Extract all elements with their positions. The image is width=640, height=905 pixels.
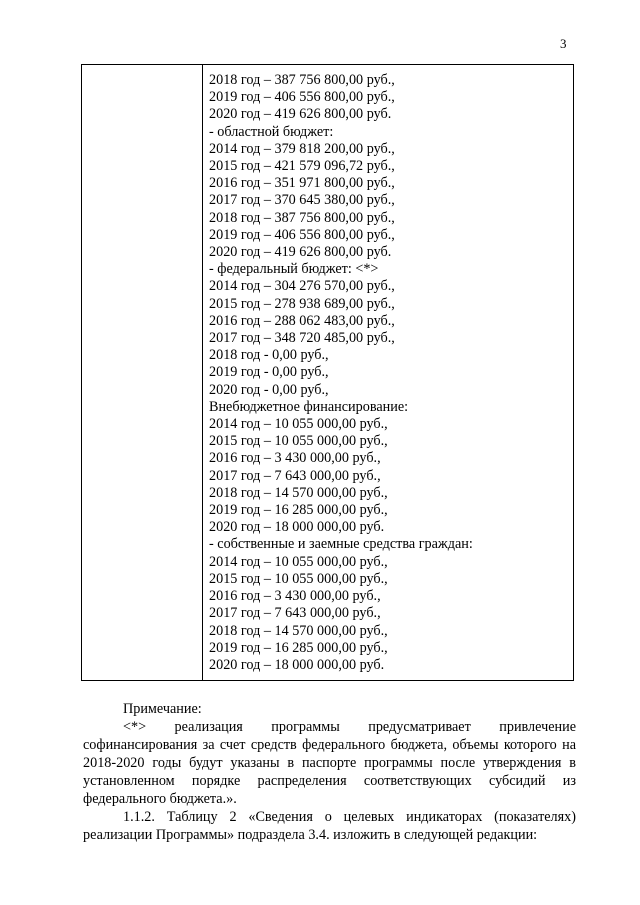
budget-line: 2016 год – 288 062 483,00 руб., <box>209 312 395 329</box>
budget-line: 2020 год – 18 000 000,00 руб. <box>209 656 385 673</box>
budget-line: 2018 год – 387 756 800,00 руб., <box>209 209 395 226</box>
budget-line: 2019 год – 406 556 800,00 руб., <box>209 226 395 243</box>
budget-line: 2020 год – 419 626 800,00 руб. <box>209 244 392 261</box>
budget-line: 2015 год – 421 579 096,72 руб., <box>209 158 395 175</box>
budget-line: - федеральный бюджет: <*> <box>209 261 379 278</box>
budget-line: 2015 год – 10 055 000,00 руб., <box>209 433 388 450</box>
budget-line: Внебюджетное финансирование: <box>209 398 409 415</box>
budget-line: 2018 год - 0,00 руб., <box>209 347 329 364</box>
budget-line: 2018 год – 14 570 000,00 руб., <box>209 622 388 639</box>
budget-line: 2020 год - 0,00 руб., <box>209 381 329 398</box>
budget-line: 2018 год – 14 570 000,00 руб., <box>209 484 388 501</box>
budget-line: 2017 год – 348 720 485,00 руб., <box>209 330 395 347</box>
budget-line: 2015 год – 278 938 689,00 руб., <box>209 295 395 312</box>
budget-line: 2016 год – 351 971 800,00 руб., <box>209 175 395 192</box>
budget-line: 2019 год - 0,00 руб., <box>209 364 329 381</box>
budget-lines <box>209 72 569 674</box>
notes-section <box>83 700 576 844</box>
budget-line: 2015 год – 10 055 000,00 руб., <box>209 570 388 587</box>
budget-line: 2019 год – 406 556 800,00 руб., <box>209 89 395 106</box>
budget-line: 2014 год – 304 276 570,00 руб., <box>209 278 395 295</box>
budget-line: 2014 год – 10 055 000,00 руб., <box>209 416 388 433</box>
budget-line: 2020 год – 419 626 800,00 руб. <box>209 106 392 123</box>
budget-line: 2017 год – 7 643 000,00 руб., <box>209 605 381 622</box>
column-divider <box>202 65 203 680</box>
budget-line: 2016 год – 3 430 000,00 руб., <box>209 588 381 605</box>
page-number: 3 <box>560 36 567 51</box>
amendment-paragraph: 1.1.2. Таблицу 2 «Сведения о целевых индикаторах (показателях) реализации Программы» подраздела 3.4. изложить в следующей редакции: <box>83 809 576 843</box>
budget-line: 2019 год – 16 285 000,00 руб., <box>209 502 388 519</box>
budget-line: 2014 год – 379 818 200,00 руб., <box>209 140 395 157</box>
budget-line: - областной бюджет: <box>209 123 334 140</box>
budget-line: 2014 год – 10 055 000,00 руб., <box>209 553 388 570</box>
budget-table <box>81 64 574 681</box>
budget-line: - собственные и заемные средства граждан: <box>209 536 473 553</box>
budget-line: 2018 год – 387 756 800,00 руб., <box>209 72 395 88</box>
budget-line: 2017 год – 370 645 380,00 руб., <box>209 192 395 209</box>
note-title: Примечание: <box>123 701 202 717</box>
budget-line: 2016 год – 3 430 000,00 руб., <box>209 450 381 467</box>
budget-line: 2020 год – 18 000 000,00 руб. <box>209 519 385 536</box>
budget-line: 2019 год – 16 285 000,00 руб., <box>209 639 388 656</box>
footnote-text: <*> реализация программы предусматривает привлечение софинансирования за счет средств федерального бюджета, объемы которого на 2018-2020 годы будут указаны в паспорте программы после утверждения в установленном порядке распределения соответствующих субсидий из федерального бюджета.». <box>83 719 576 807</box>
budget-line: 2017 год – 7 643 000,00 руб., <box>209 467 381 484</box>
